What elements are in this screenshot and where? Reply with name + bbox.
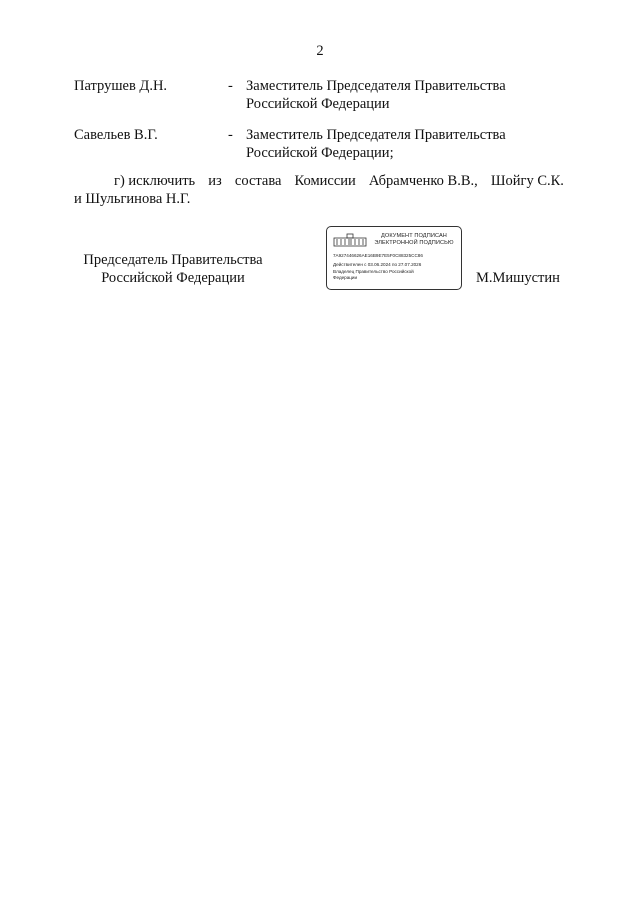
signer-title-line: Председатель Правительства (83, 252, 263, 268)
clause-word: Шойгу С.К. (490, 173, 564, 189)
clause-word: г) исключить (114, 173, 196, 189)
member-position-line: Российской Федерации (246, 96, 390, 112)
member-position-line: Заместитель Председателя Правительства (246, 78, 506, 94)
signer-title-line: Российской Федерации (101, 270, 245, 286)
member-position (246, 77, 566, 113)
stamp-header (369, 233, 459, 247)
member-position-line: Российской Федерации; (246, 145, 394, 161)
clause-word: Абрамченко В.В., (368, 173, 478, 189)
member-dash: - (228, 127, 233, 143)
clause-line (74, 172, 564, 190)
member-dash: - (228, 78, 233, 94)
clause-word: состава (234, 173, 282, 189)
member-name: Патрушев Д.Н. (74, 78, 168, 94)
stamp-header-line: ЭЛЕКТРОННОЙ ПОДПИСЬЮ (374, 240, 454, 246)
clause-word: Комиссии (294, 173, 356, 189)
certificate-owner: Федерации (333, 275, 358, 280)
government-building-icon (333, 233, 367, 247)
electronic-signature-stamp (326, 226, 462, 290)
member-name: Савельев В.Г. (74, 127, 158, 143)
page-number: 2 (316, 43, 324, 59)
member-position-line: Заместитель Председателя Правительства (246, 127, 506, 143)
exclusion-clause (74, 172, 564, 208)
signer-title (74, 251, 272, 287)
stamp-header-line: ДОКУМЕНТ ПОДПИСАН (381, 233, 447, 239)
clause-line: и Шульгинова Н.Г. (74, 191, 191, 207)
certificate-validity: Действителен с 03.06.2024 по 27.07.2026 (333, 262, 422, 267)
certificate-owner: Владелец Правительство Российской (333, 269, 414, 274)
clause-word: из (208, 173, 222, 189)
signer-name: М.Мишустин (476, 270, 560, 286)
member-position (246, 126, 566, 162)
certificate-serial: 7A927446626AE16B9E7E5F0C88325CC86 (333, 253, 423, 258)
